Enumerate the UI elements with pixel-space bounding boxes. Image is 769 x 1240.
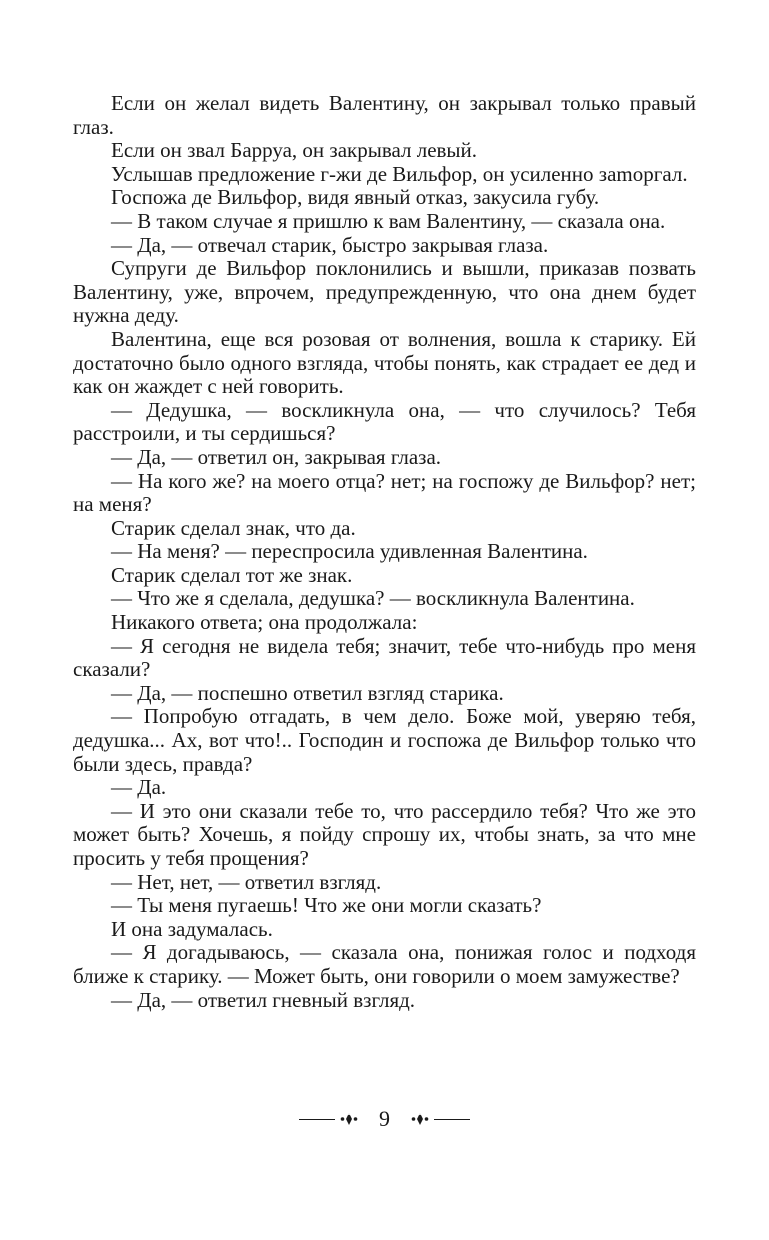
paragraph: И она задумалась. bbox=[111, 916, 273, 941]
paragraph: — На кого же? на моего отца? нет; на госпожу де Вильфор? нет; на меня? bbox=[73, 468, 696, 517]
paragraph: — Я догадываюсь, — сказала она, понижая голос и подходя ближе к старику. — Может быть, они говорили о моем замужестве? bbox=[73, 940, 696, 988]
paragraph: — Да, — поспешно ответил взгляд старика. bbox=[111, 680, 504, 705]
ornament-right-icon bbox=[410, 1112, 430, 1126]
paragraph: — И это они сказали тебе то, что рассердило тебя? Что же это может быть? Хочешь, я пойду спрошу их, чтобы знать, за что мне просить у тебя прощения? bbox=[73, 798, 696, 870]
paragraph: — Да, — отвечал старик, быстро закрывая глаза. bbox=[111, 232, 549, 257]
paragraph: — Я сегодня не видела тебя; значит, тебе что-нибудь про меня сказали? bbox=[73, 633, 696, 682]
paragraph: Валентина, еще вся розовая от волнения, вошла к старику. Ей достаточно было одного взгляда, чтобы понять, как страдает ее дед и как он жаждет с ней говорить. bbox=[73, 326, 696, 399]
paragraph: Если он звал Барруа, он закрывал левый. bbox=[111, 138, 478, 163]
paragraph: — Ты меня пугаешь! Что же они могли сказать? bbox=[111, 893, 542, 918]
paragraph: Если он желал видеть Валентину, он закрывал только правый глаз. bbox=[73, 91, 696, 139]
paragraph: — Да, — ответил он, закрывая глаза. bbox=[111, 444, 442, 469]
paragraph: — Дедушка, — воскликнула она, — что случилось? Тебя расстроили, и ты сердишься? bbox=[73, 397, 696, 446]
ornament-left-icon bbox=[339, 1112, 359, 1126]
paragraph: — Да, — ответил гневный взгляд. bbox=[111, 987, 416, 1012]
paragraph: — Да. bbox=[111, 775, 167, 800]
paragraph: — Попробую отгадать, в чем дело. Боже мой, уверяю тебя, дедушка... Ах, вот что!.. Господин и госпожа де Вильфор только что были здесь, правда? bbox=[73, 704, 696, 776]
paragraph: — В таком случае я пришлю к вам Валентину, — сказала она. bbox=[111, 208, 666, 233]
paragraph: — На меня? — переспросила удивленная Валентина. bbox=[111, 539, 588, 564]
paragraph: Услышав предложение г-жи де Вильфор, он усиленно заmоргал. bbox=[111, 161, 688, 186]
paragraph: Никакого ответа; она продолжала: bbox=[111, 610, 418, 635]
paragraph: Старик сделал знак, что да. bbox=[111, 515, 356, 540]
page-number: 9 bbox=[379, 1106, 390, 1131]
page-footer bbox=[0, 1108, 769, 1130]
paragraph: Супруги де Вильфор поклонились и вышли, приказав позвать Валентину, уже, впрочем, предупрежденную, что она днем будет нужна деду. bbox=[73, 256, 696, 328]
paragraph: Старик сделал тот же знак. bbox=[111, 562, 353, 587]
paragraph: Госпожа де Вильфор, видя явный отказ, закусила губу. bbox=[111, 185, 600, 210]
book-page-text bbox=[73, 92, 696, 1012]
footer-rule-left bbox=[299, 1119, 335, 1120]
paragraph: — Что же я сделала, дедушка? — воскликнула Валентина. bbox=[111, 586, 635, 611]
paragraph: — Нет, нет, — ответил взгляд. bbox=[111, 869, 382, 894]
footer-rule-right bbox=[434, 1119, 470, 1120]
